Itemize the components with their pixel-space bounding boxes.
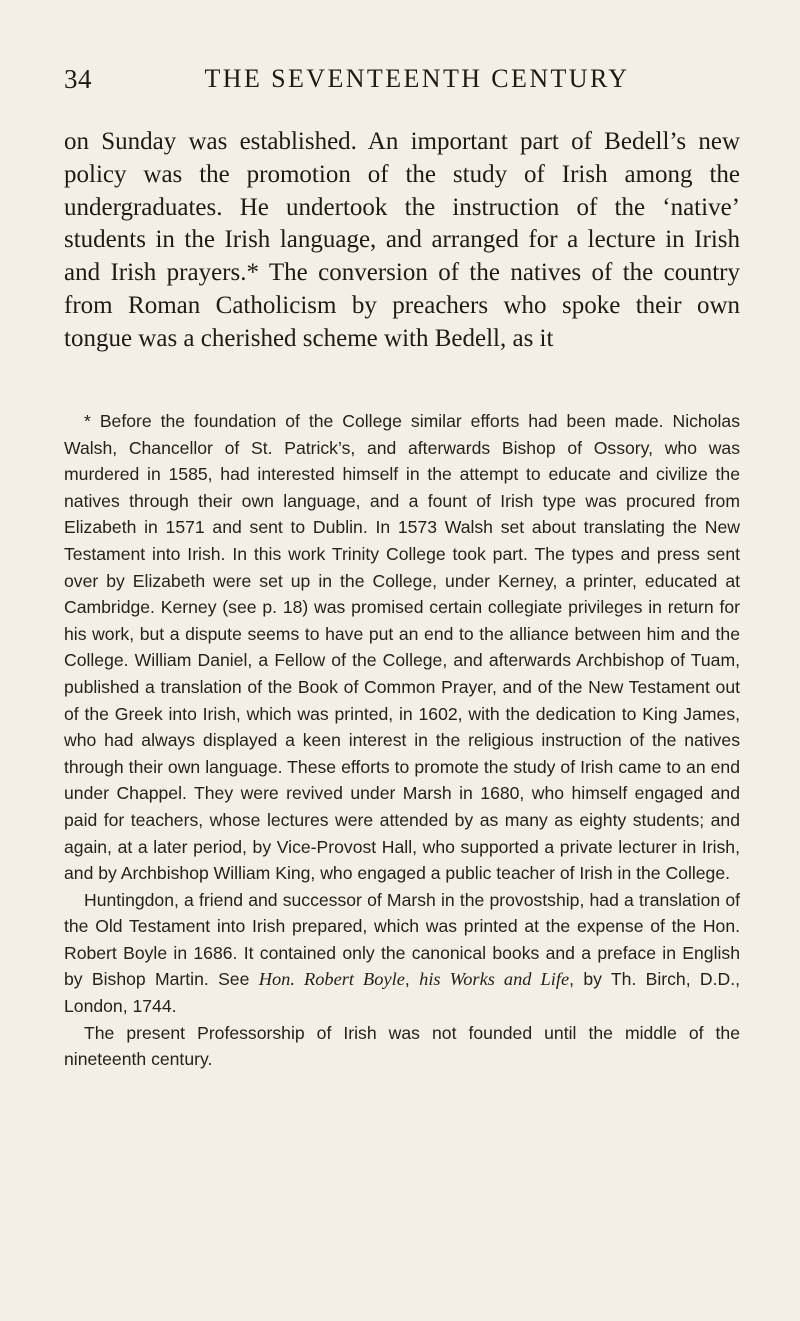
italic-reference-title: Hon. Robert Boyle	[258, 969, 405, 990]
running-title: THE SEVENTEENTH CENTURY	[204, 64, 630, 93]
footnote-text: , by Th. Birch, D.D., London, 1744.	[64, 969, 740, 1017]
body-paragraph: on Sunday was established. An important part of Bedell’s new policy was the promotion of the study of Irish among the undergraduates. He undertook the instruction of the ‘native’ students in the Irish language, and arranged for a lecture in Irish and Irish prayers.* The conversion of the natives of the country from Roman Catholicism by preachers who spoke their own tongue was a cherished scheme with Bedell, as it	[64, 128, 740, 352]
footnote-paragraph-3: The present Professorship of Irish was not founded until the middle of the nineteenth century.	[64, 1022, 740, 1070]
footnote-block	[64, 408, 740, 1073]
footnote-text: ,	[404, 969, 420, 990]
page-header	[64, 60, 740, 100]
italic-reference-subtitle: his Works and Life	[419, 969, 570, 990]
footnote-paragraph-2	[64, 887, 740, 1020]
page-number: 34	[64, 64, 92, 94]
footnote-paragraph-1: * Before the foundation of the College similar efforts had been made. Nicholas Walsh, Chancellor of St. Patrick’s, and afterwards Bishop of Ossory, who was murdered in 1585, had interested himself in the attempt to educate and civilize the natives through their own language, and a fount of Irish type was procured from Elizabeth in 1571 and sent to Dublin. In 1573 Walsh set about translating the New Testament into Irish. In this work Trinity College took part. The types and press sent over by Elizabeth were set up in the College, under Kerney, a printer, educated at Cambridge. Kerney (see p. 18) was promised certain collegiate privileges in return for his work, but a dispute seems to have put an end to the alliance between him and the College. William Daniel, a Fellow of the College, and afterwards Archbishop of Tuam, published a translation of the Book of Common Prayer, and of the New Testament out of the Greek into Irish, which was printed, in 1602, with the dedication to King James, who had always displayed a keen interest in the religious instruction of the natives through their own language. These efforts to promote the study of Irish came to an end under Chappel. They were revived under Marsh in 1680, who himself engaged and paid for teachers, whose lectures were attended by as many as eighty students; and again, at a later period, by Vice-Provost Hall, who supported a private lecturer in Irish, and by Archbishop William King, who engaged a public teacher of Irish in the College.	[64, 411, 740, 884]
footnote-text: Huntingdon, a friend and successor of Marsh in the provostship, had a translation of the Old Testament into Irish prepared, which was printed at the expense of the Hon. Robert Boyle in 1686. It contained only the canonical books and a preface in English by Bishop Martin. See	[64, 889, 740, 990]
